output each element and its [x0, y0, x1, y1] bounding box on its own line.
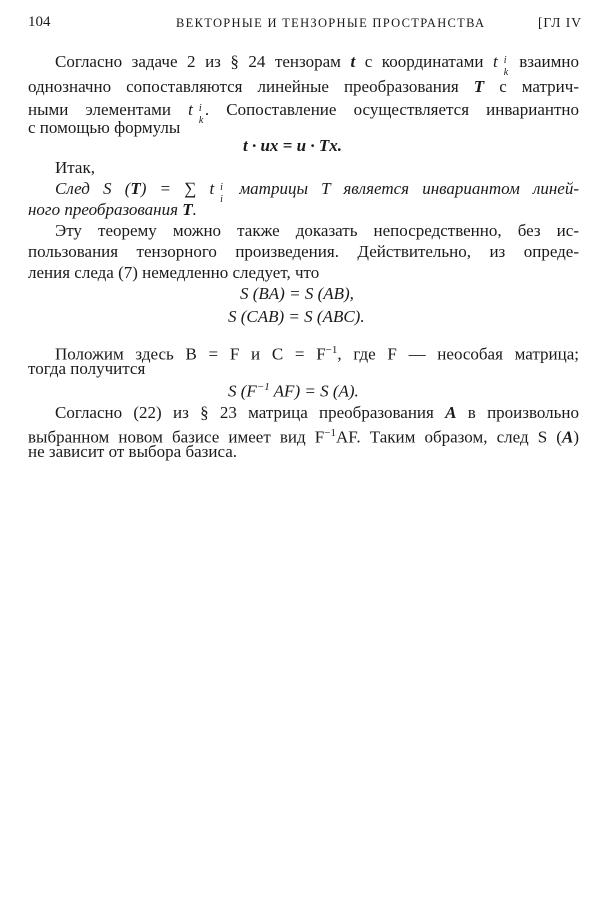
transform-symbol: T	[130, 179, 141, 198]
chapter-label: [ГЛ IV	[537, 15, 582, 30]
formula-trace-cab: S (CAB) = S (ABC).	[228, 307, 365, 326]
text-span: ного преобразования	[28, 200, 183, 219]
text-span: , где F — неособая матрица;	[337, 344, 579, 364]
text-line	[28, 76, 579, 98]
text-span: Согласно задаче 2 из § 24 тензорам	[55, 52, 351, 71]
formula-trace-ab: S (BA) = S (AB),	[240, 284, 354, 303]
page-header	[28, 14, 582, 34]
transform-symbol: T	[182, 200, 193, 219]
text-line: Итак,	[55, 158, 95, 177]
matrix-symbol: A	[561, 427, 574, 447]
formula-similarity	[228, 376, 359, 403]
text-span: выбранном новом базисе имеет вид F	[28, 427, 325, 447]
coordinate-symbol: t	[188, 100, 193, 119]
superscript: −1	[324, 427, 336, 439]
coordinate-symbol: t	[492, 52, 498, 71]
text-line	[55, 402, 579, 424]
matrix-symbol: A	[445, 403, 457, 422]
tensor-symbol: t	[350, 52, 356, 71]
transform-symbol: T	[473, 77, 485, 96]
text-span: матрицы T является инвариантом линей-	[226, 179, 579, 198]
text-line: пользования тензорного произведения. Действительно, из опреде-	[28, 242, 579, 261]
index-pair	[214, 180, 226, 206]
text-span: S (F	[228, 381, 257, 401]
text-span: .	[192, 200, 197, 219]
text-span: . Сопоставление осуществляется инвариантно	[204, 100, 579, 119]
text-span: в произвольно	[456, 403, 579, 422]
text-line: с помощью формулы	[28, 118, 181, 137]
theorem-line	[28, 199, 552, 221]
superscript: −1	[325, 344, 338, 356]
superscript: i	[198, 103, 202, 115]
text-span: Положим здесь B = F и C = F	[55, 344, 326, 364]
subscript: i	[220, 194, 223, 206]
superscript: i	[220, 182, 223, 194]
text-line: Эту теорему можно также доказать непосредственно, без ис-	[55, 221, 579, 240]
superscript: i	[503, 55, 507, 67]
text-span: AF. Таким образом, след S (	[335, 427, 562, 447]
text-line: тогда получится	[28, 359, 146, 378]
formula-invariant: t · ux = u · Tx.	[243, 136, 342, 155]
page-number: 104	[28, 14, 51, 30]
text-span: с координатами	[355, 52, 493, 71]
index-pair	[498, 53, 510, 79]
text-span: ) = ∑ t	[140, 179, 215, 198]
superscript: −1	[256, 381, 270, 393]
text-span: След S (	[55, 179, 131, 198]
subscript: k	[198, 115, 204, 127]
subscript: k	[503, 67, 509, 79]
text-span: AF) = S (A).	[269, 381, 359, 401]
text-span: ными элементами	[28, 100, 189, 119]
text-line: ления следа (7) немедленно следует, что	[28, 263, 320, 282]
text-span: взаимно	[509, 52, 579, 71]
theorem-line	[55, 178, 579, 206]
text-span: Согласно (22) из § 23 матрица преобразования	[55, 403, 446, 422]
text-span: )	[573, 427, 579, 447]
text-span: однозначно сопоставляются линейные преобразования	[28, 77, 474, 96]
text-span: с матрич-	[484, 77, 579, 96]
running-title: ВЕКТОРНЫЕ И ТЕНЗОРНЫЕ ПРОСТРАНСТВА	[176, 16, 486, 30]
text-line	[55, 51, 579, 79]
text-line: не зависит от выбора базиса.	[28, 442, 238, 461]
